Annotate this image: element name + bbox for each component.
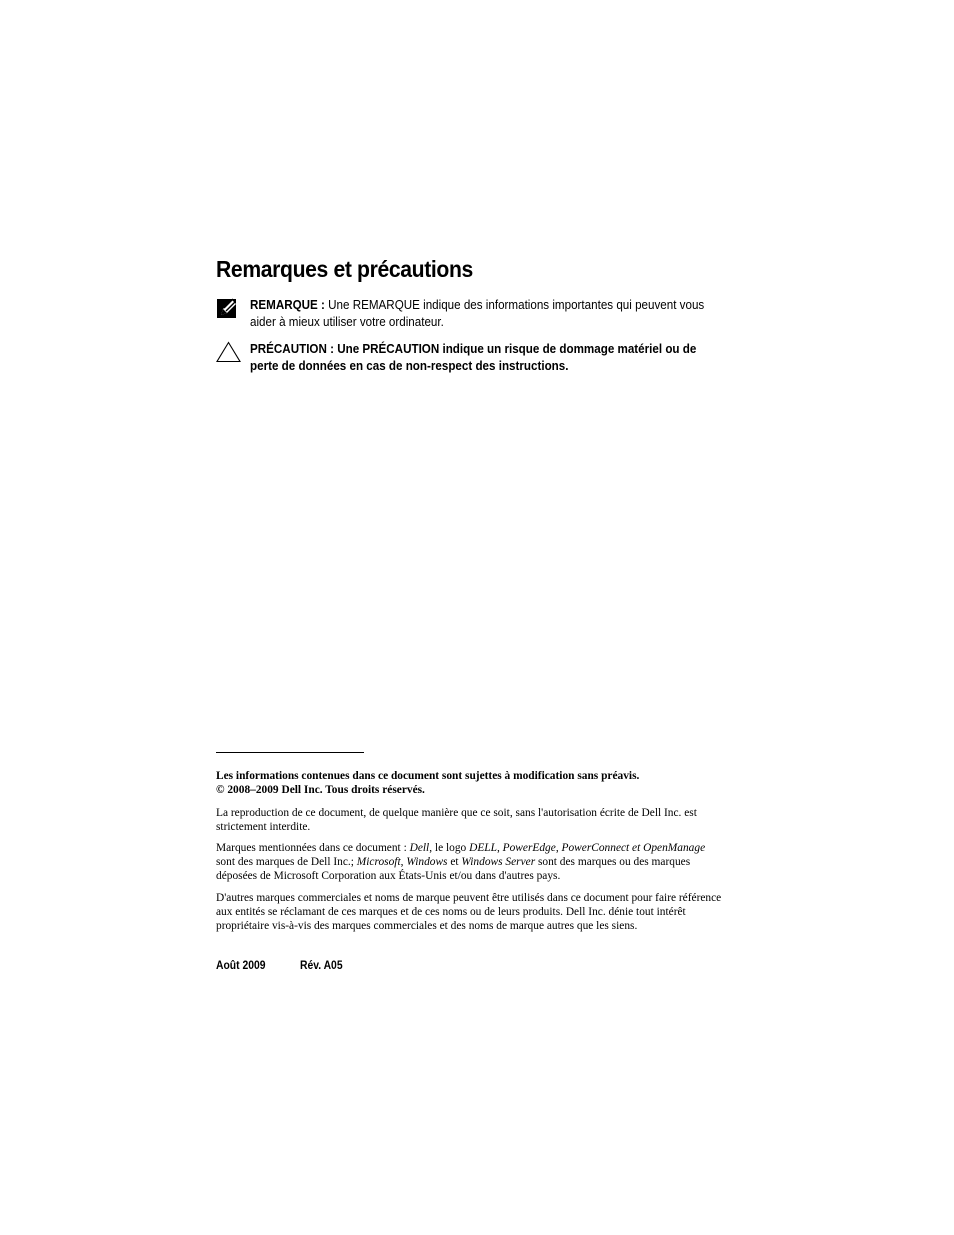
caution-triangle-icon — [216, 341, 242, 367]
note-remarque-body: Une REMARQUE indique des informations importantes qui peuvent vous aider à mieux utiliser votre ordinateur. — [250, 298, 705, 329]
page-title: Remarques et précautions — [216, 256, 473, 282]
trademarks-part: sont des marques de Dell Inc.; — [216, 856, 357, 869]
publication-date: Août 2009 — [216, 960, 266, 972]
trademarks-notice — [216, 841, 726, 884]
note-pencil-icon — [216, 297, 242, 323]
reproduction-notice — [216, 806, 726, 834]
note-precaution-text — [250, 341, 706, 375]
note-remarque-text — [250, 297, 706, 331]
copyright-line: © 2008–2009 Dell Inc. Tous droits réservés. — [216, 784, 425, 797]
trademark-dell: Dell — [409, 842, 430, 854]
trademarks-text — [216, 841, 726, 884]
trademark-powerconnect-openmanage: PowerConnect et OpenManage — [561, 842, 706, 854]
legal-notice-line1: Les informations contenues dans ce document sont sujettes à modification sans préavis. — [216, 770, 640, 782]
trademark-windows-server: Windows Server — [461, 856, 536, 869]
note-precaution-lead: PRÉCAUTION : — [250, 342, 334, 356]
reproduction-text: La reproduction de ce document, de quelque manière que ce soit, sans l'autorisation écrite de Dell Inc. est strictement interdite. — [216, 807, 697, 834]
trademarks-part: et — [447, 856, 462, 869]
trademark-windows: Windows — [406, 856, 448, 869]
other-marks-notice — [216, 891, 726, 934]
trademarks-part: , — [555, 842, 562, 854]
trademarks-part: , — [496, 842, 503, 854]
trademarks-part: , le logo — [429, 842, 470, 854]
trademarks-part: , — [400, 856, 407, 869]
trademark-poweredge: PowerEdge — [502, 842, 556, 854]
note-precaution-body: Une PRÉCAUTION indique un risque de dommage matériel ou de perte de données en cas de non-respect des instructions. — [250, 342, 697, 373]
trademark-microsoft: Microsoft — [356, 856, 401, 869]
legal-notice — [216, 769, 726, 797]
note-remarque-lead: REMARQUE : — [250, 298, 325, 312]
trademark-dell-logo: DELL — [469, 842, 497, 854]
footnote-divider — [216, 752, 364, 753]
other-marks-text: D'autres marques commerciales et noms de marque peuvent être utilisés dans ce document pour faire référence aux entités se réclamant de ces marques et de ces noms ou de leurs produits. Dell Inc. dénie tout intérêt propriétaire vis-à-vis des marques commerciales et des noms de marque autres que les siens. — [216, 892, 722, 933]
trademarks-part: sont des marques ou des marques déposées de Microsoft Corporation aux États-Unis et/ou dans d'autres pays. — [216, 856, 691, 883]
trademarks-part: Marques mentionnées dans ce document : — [216, 842, 410, 854]
revision-label: Rév. A05 — [300, 960, 343, 972]
